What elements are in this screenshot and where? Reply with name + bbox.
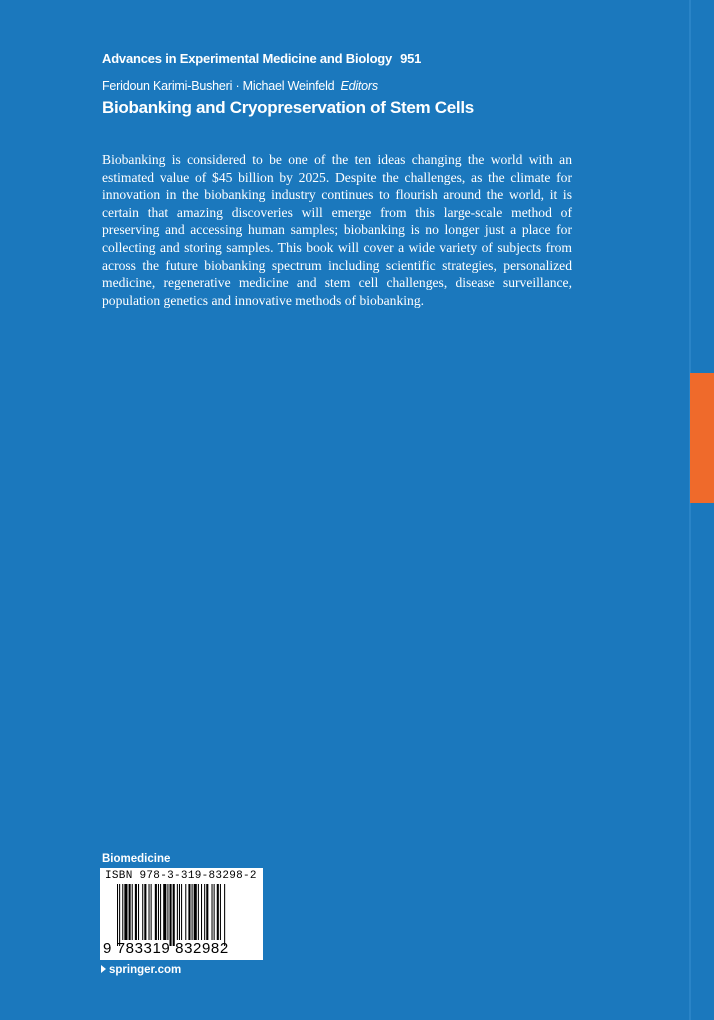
publisher-website: springer.com: [109, 964, 182, 976]
orange-accent-tab: [690, 373, 714, 503]
book-title: Biobanking and Cryopreservation of Stem Cells: [102, 98, 474, 117]
barcode-digits: 9 783319 832982: [103, 940, 229, 957]
publisher-link[interactable]: [101, 964, 181, 976]
series-heading: [102, 51, 421, 66]
isbn-label: ISBN 978-3-319-83298-2: [105, 870, 257, 882]
arrow-right-icon: [101, 965, 106, 973]
series-number: 951: [400, 51, 422, 66]
editors-role: Editors: [340, 79, 378, 93]
barcode: [100, 868, 263, 960]
editor-names: Feridoun Karimi-Busheri · Michael Weinfeld: [102, 79, 335, 93]
series-name: Advances in Experimental Medicine and Biology: [102, 51, 393, 66]
spine-divider: [689, 0, 691, 1020]
book-description: Biobanking is considered to be one of the ten ideas changing the world with an estimated value of $45 billion by 2025. Despite the challenges, as the climate for innovation in the biobanking industry continues to flourish around the world, it is certain that amazing discoveries will emerge from this large-scale method of preserving and accessing human samples; biobanking is no longer just a place for collecting and storing samples. This book will cover a wide variety of subjects from across the future biobanking spectrum including scientific strategies, personalized medicine, regenerative medicine and stem cell challenges, disease surveillance, population genetics and innovative methods of biobanking.: [102, 152, 572, 308]
subject-category: Biomedicine: [102, 853, 171, 865]
editors-line: [102, 79, 378, 93]
